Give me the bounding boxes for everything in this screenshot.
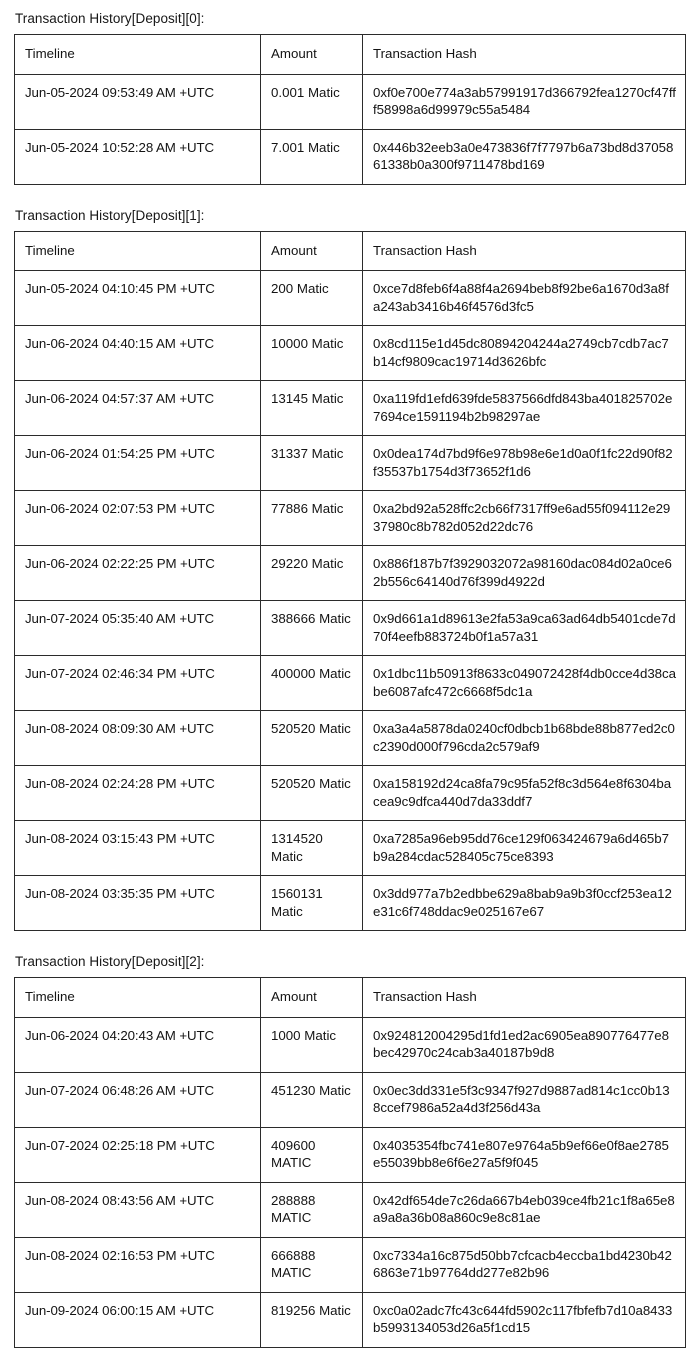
cell-transaction-hash [363,876,686,931]
transaction-hash-text: 0xa119fd1efd639fde5837566dfd843ba401825702e7694ce1591194b2b98297ae [373,391,673,424]
cell-amount: 400000 Matic [261,656,363,711]
transaction-hash-text: 0x8cd115e1d45dc80894204244a2749cb7cdb7ac7b14cf9809cac19714d3626bfc [373,336,669,369]
cell-transaction-hash [363,711,686,766]
cell-timeline: Jun-06-2024 02:22:25 PM +UTC [15,546,261,601]
transaction-hash-text: 0x3dd977a7b2edbbe629a8bab9a9b3f0ccf253ea12e31c6f748ddac9e025167e67 [373,886,672,919]
table-row [15,1072,686,1127]
cell-timeline: Jun-06-2024 04:57:37 AM +UTC [15,381,261,436]
cell-timeline: Jun-06-2024 02:07:53 PM +UTC [15,491,261,546]
cell-amount: 520520 Matic [261,766,363,821]
table-row [15,821,686,876]
transaction-hash-text: 0xc7334a16c875d50bb7cfcacb4eccba1bd4230b426863e71b97764dd277e82b96 [373,1247,672,1280]
table-row [15,1182,686,1237]
cell-timeline: Jun-09-2024 06:00:15 AM +UTC [15,1292,261,1347]
table-header-row [15,35,686,75]
column-header-amount: Amount [261,978,363,1018]
column-header-amount: Amount [261,35,363,75]
cell-timeline: Jun-06-2024 04:20:43 AM +UTC [15,1017,261,1072]
table-header-row [15,978,686,1018]
transaction-hash-text: 0xa7285a96eb95dd76ce129f063424679a6d465b7b9a284cdac528405c75ce8393 [373,831,669,864]
table-header-row [15,231,686,271]
cell-transaction-hash [363,1292,686,1347]
cell-transaction-hash [363,1017,686,1072]
transaction-hash-text: 0x1dbc11b50913f8633c049072428f4db0cce4d38cabe6087afc472c6668f5dc1a [373,666,676,699]
cell-timeline: Jun-07-2024 02:25:18 PM +UTC [15,1127,261,1182]
transaction-hash-text: 0xc0a02adc7fc43c644fd5902c117fbfefb7d10a8433b5993134053d26a5f1cd15 [373,1302,673,1335]
cell-timeline: Jun-05-2024 04:10:45 PM +UTC [15,271,261,326]
column-header-timeline: Timeline [15,231,261,271]
cell-amount: 1000 Matic [261,1017,363,1072]
cell-timeline: Jun-08-2024 03:35:35 PM +UTC [15,876,261,931]
cell-amount: 31337 Matic [261,436,363,491]
cell-transaction-hash [363,129,686,184]
cell-timeline: Jun-07-2024 06:48:26 AM +UTC [15,1072,261,1127]
table-row [15,491,686,546]
table-row [15,1127,686,1182]
column-header-timeline: Timeline [15,978,261,1018]
cell-amount: 200 Matic [261,271,363,326]
table-row [15,546,686,601]
transaction-table-deposit-1 [14,231,686,932]
cell-amount: 388666 Matic [261,601,363,656]
transaction-hash-text: 0xce7d8feb6f4a88f4a2694beb8f92be6a1670d3a8fa243ab3416b46f4576d3fc5 [373,281,669,314]
table-row [15,271,686,326]
section-title-deposit-2: Transaction History[Deposit][2]: [15,954,205,969]
table-row [15,711,686,766]
transaction-hash-text: 0x0ec3dd331e5f3c9347f927d9887ad814c1cc0b138ccef7986a52a4d3f256d43a [373,1082,670,1115]
cell-transaction-hash [363,381,686,436]
cell-transaction-hash [363,1182,686,1237]
table-row [15,129,686,184]
table-row [15,381,686,436]
transaction-hash-text: 0xa158192d24ca8fa79c95fa52f8c3d564e8f6304bacea9c9dfca440d7da33ddf7 [373,776,672,809]
table-row [15,1292,686,1347]
cell-amount: 77886 Matic [261,491,363,546]
table-row [15,601,686,656]
transaction-hash-text: 0x42df654de7c26da667b4eb039ce4fb21c1f8a65e8a9a8a36b08a860c9e8c81ae [373,1192,675,1225]
table-row [15,656,686,711]
cell-amount: 451230 Matic [261,1072,363,1127]
cell-transaction-hash [363,1127,686,1182]
cell-amount: 520520 Matic [261,711,363,766]
deposit-section-2 [14,953,685,1348]
cell-timeline: Jun-07-2024 02:46:34 PM +UTC [15,656,261,711]
column-header-transaction-hash: Transaction Hash [363,35,686,75]
transaction-hash-text: 0x886f187b7f3929032072a98160dac084d02a0ce62b556c64140d76f399d4922d [373,556,672,589]
cell-amount: 10000 Matic [261,326,363,381]
cell-timeline: Jun-05-2024 09:53:49 AM +UTC [15,74,261,129]
cell-timeline: Jun-08-2024 03:15:43 PM +UTC [15,821,261,876]
cell-timeline: Jun-07-2024 05:35:40 AM +UTC [15,601,261,656]
cell-transaction-hash [363,1072,686,1127]
cell-amount: 819256 Matic [261,1292,363,1347]
cell-transaction-hash [363,491,686,546]
transaction-hash-text: 0x0dea174d7bd9f6e978b98e6e1d0a0f1fc22d90f82f35537b1754d3f73652f1d6 [373,446,673,479]
cell-amount: 7.001 Matic [261,129,363,184]
table-row [15,876,686,931]
table-row [15,1237,686,1292]
transaction-hash-text: 0x446b32eeb3a0e473836f7f7797b6a73bd8d3705861338b0a300f9711478bd169 [373,139,674,172]
cell-transaction-hash [363,766,686,821]
table-row [15,74,686,129]
cell-amount: 1560131 Matic [261,876,363,931]
transaction-hash-text: 0x4035354fbc741e807e9764a5b9ef66e0f8ae2785e55039bb8e6f6e27a5f9f045 [373,1137,669,1170]
transaction-table-deposit-2 [14,977,686,1348]
cell-amount: 288888 MATIC [261,1182,363,1237]
column-header-timeline: Timeline [15,35,261,75]
cell-transaction-hash [363,436,686,491]
section-title-deposit-0: Transaction History[Deposit][0]: [15,11,205,26]
cell-transaction-hash [363,821,686,876]
cell-timeline: Jun-08-2024 08:09:30 AM +UTC [15,711,261,766]
column-header-amount: Amount [261,231,363,271]
section-title-deposit-1: Transaction History[Deposit][1]: [15,207,205,223]
cell-timeline: Jun-08-2024 02:24:28 PM +UTC [15,766,261,821]
cell-transaction-hash [363,271,686,326]
cell-amount: 13145 Matic [261,381,363,436]
cell-transaction-hash [363,74,686,129]
cell-amount: 666888 MATIC [261,1237,363,1292]
column-header-transaction-hash: Transaction Hash [363,978,686,1018]
cell-amount: 409600 MATIC [261,1127,363,1182]
cell-transaction-hash [363,656,686,711]
table-row [15,326,686,381]
transaction-hash-text: 0xa2bd92a528ffc2cb66f7317ff9e6ad55f094112e2937980c8b782d052d22dc76 [373,501,671,534]
transaction-hash-text: 0xf0e700e774a3ab57991917d366792fea1270cf47fff58998a6d99979c55a5484 [373,84,676,117]
cell-amount: 1314520 Matic [261,821,363,876]
cell-timeline: Jun-08-2024 02:16:53 PM +UTC [15,1237,261,1292]
table-row [15,1017,686,1072]
column-header-transaction-hash: Transaction Hash [363,231,686,271]
transaction-table-deposit-0 [14,34,686,185]
table-row [15,436,686,491]
deposit-section-0 [14,10,685,185]
cell-transaction-hash [363,326,686,381]
transaction-hash-text: 0xa3a4a5878da0240cf0dbcb1b68bde88b877ed2c0c2390d000f796cda2c579af9 [373,721,675,754]
cell-timeline: Jun-08-2024 08:43:56 AM +UTC [15,1182,261,1237]
table-row [15,766,686,821]
cell-amount: 29220 Matic [261,546,363,601]
cell-amount: 0.001 Matic [261,74,363,129]
cell-transaction-hash [363,546,686,601]
transaction-hash-text: 0x9d661a1d89613e2fa53a9ca63ad64db5401cde7d70f4eefb883724b0f1a57a31 [373,611,676,644]
transaction-hash-text: 0x924812004295d1fd1ed2ac6905ea890776477e8bec42970c24cab3a40187b9d8 [373,1027,669,1060]
deposit-section-1 [14,207,685,932]
cell-transaction-hash [363,601,686,656]
cell-timeline: Jun-05-2024 10:52:28 AM +UTC [15,129,261,184]
cell-transaction-hash [363,1237,686,1292]
cell-timeline: Jun-06-2024 01:54:25 PM +UTC [15,436,261,491]
cell-timeline: Jun-06-2024 04:40:15 AM +UTC [15,326,261,381]
